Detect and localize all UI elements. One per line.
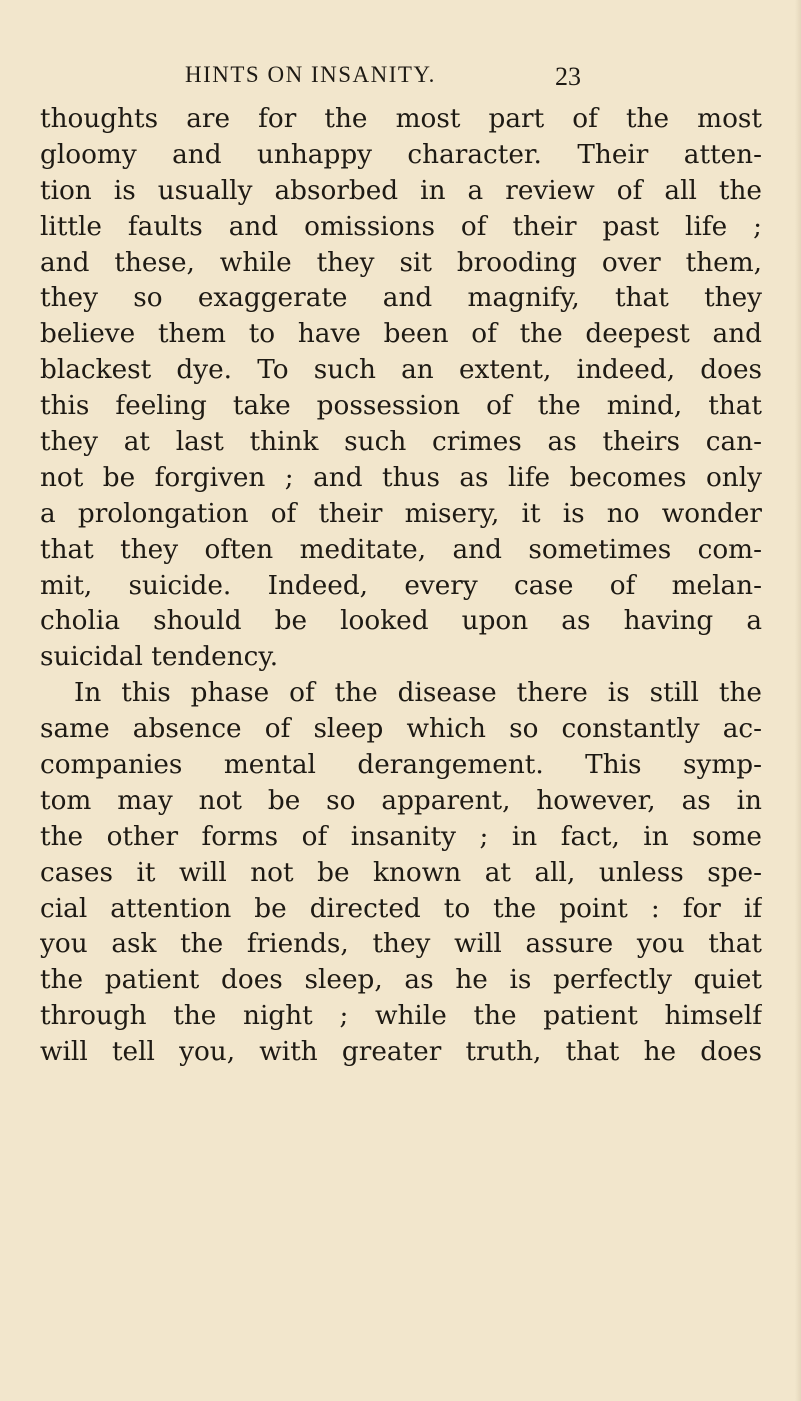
text-line: blackest dye. To such an extent, indeed, does [40, 355, 762, 386]
text-line: companies mental derangement. This symp- [40, 750, 762, 781]
text-line: little faults and omissions of their past life ; [40, 211, 762, 242]
text-line: not be forgiven ; and thus as life becomes only [40, 462, 762, 493]
page-number: 23 [555, 62, 581, 91]
text-line: that they often meditate, and sometimes com- [40, 534, 762, 565]
text-line: cial attention be directed to the point : for if [40, 893, 762, 924]
running-title: HINTS ON INSANITY. [185, 62, 436, 87]
text-line: same absence of sleep which so constantly ac- [40, 714, 762, 745]
text-line: will tell you, with greater truth, that he does [40, 1037, 762, 1068]
text-line: through the night ; while the patient himself [40, 1001, 762, 1032]
text-line: tion is usually absorbed in a review of all the [40, 175, 762, 206]
paragraph-end-line: suicidal tendency. [40, 642, 279, 673]
text-line: cholia should be looked upon as having a [40, 606, 762, 637]
paragraph-start-line: In this phase of the disease there is still the [74, 678, 762, 709]
running-head [0, 62, 801, 102]
text-line: and these, while they sit brooding over them, [40, 247, 762, 278]
text-line: this feeling take possession of the mind, that [40, 391, 762, 422]
text-line: cases it will not be known at all, unless spe- [40, 857, 762, 888]
page-edge [795, 0, 801, 1401]
text-line: mit, suicide. Indeed, every case of melan- [40, 570, 762, 601]
body-text [40, 102, 762, 1071]
text-line: you ask the friends, they will assure you that [40, 929, 762, 960]
text-line: the patient does sleep, as he is perfectly quiet [40, 965, 762, 996]
text-line: the other forms of insanity ; in fact, in some [40, 821, 762, 852]
text-line: they so exaggerate and magnify, that they [40, 283, 762, 314]
text-line: thoughts are for the most part of the most [40, 104, 762, 134]
text-line: a prolongation of their misery, it is no wonder [40, 498, 762, 529]
text-line: believe them to have been of the deepest and [40, 319, 762, 350]
text-line: they at last think such crimes as theirs can- [40, 427, 762, 458]
text-line: gloomy and unhappy character. Their atten- [40, 139, 762, 170]
text-line: tom may not be so apparent, however, as in [40, 785, 762, 816]
